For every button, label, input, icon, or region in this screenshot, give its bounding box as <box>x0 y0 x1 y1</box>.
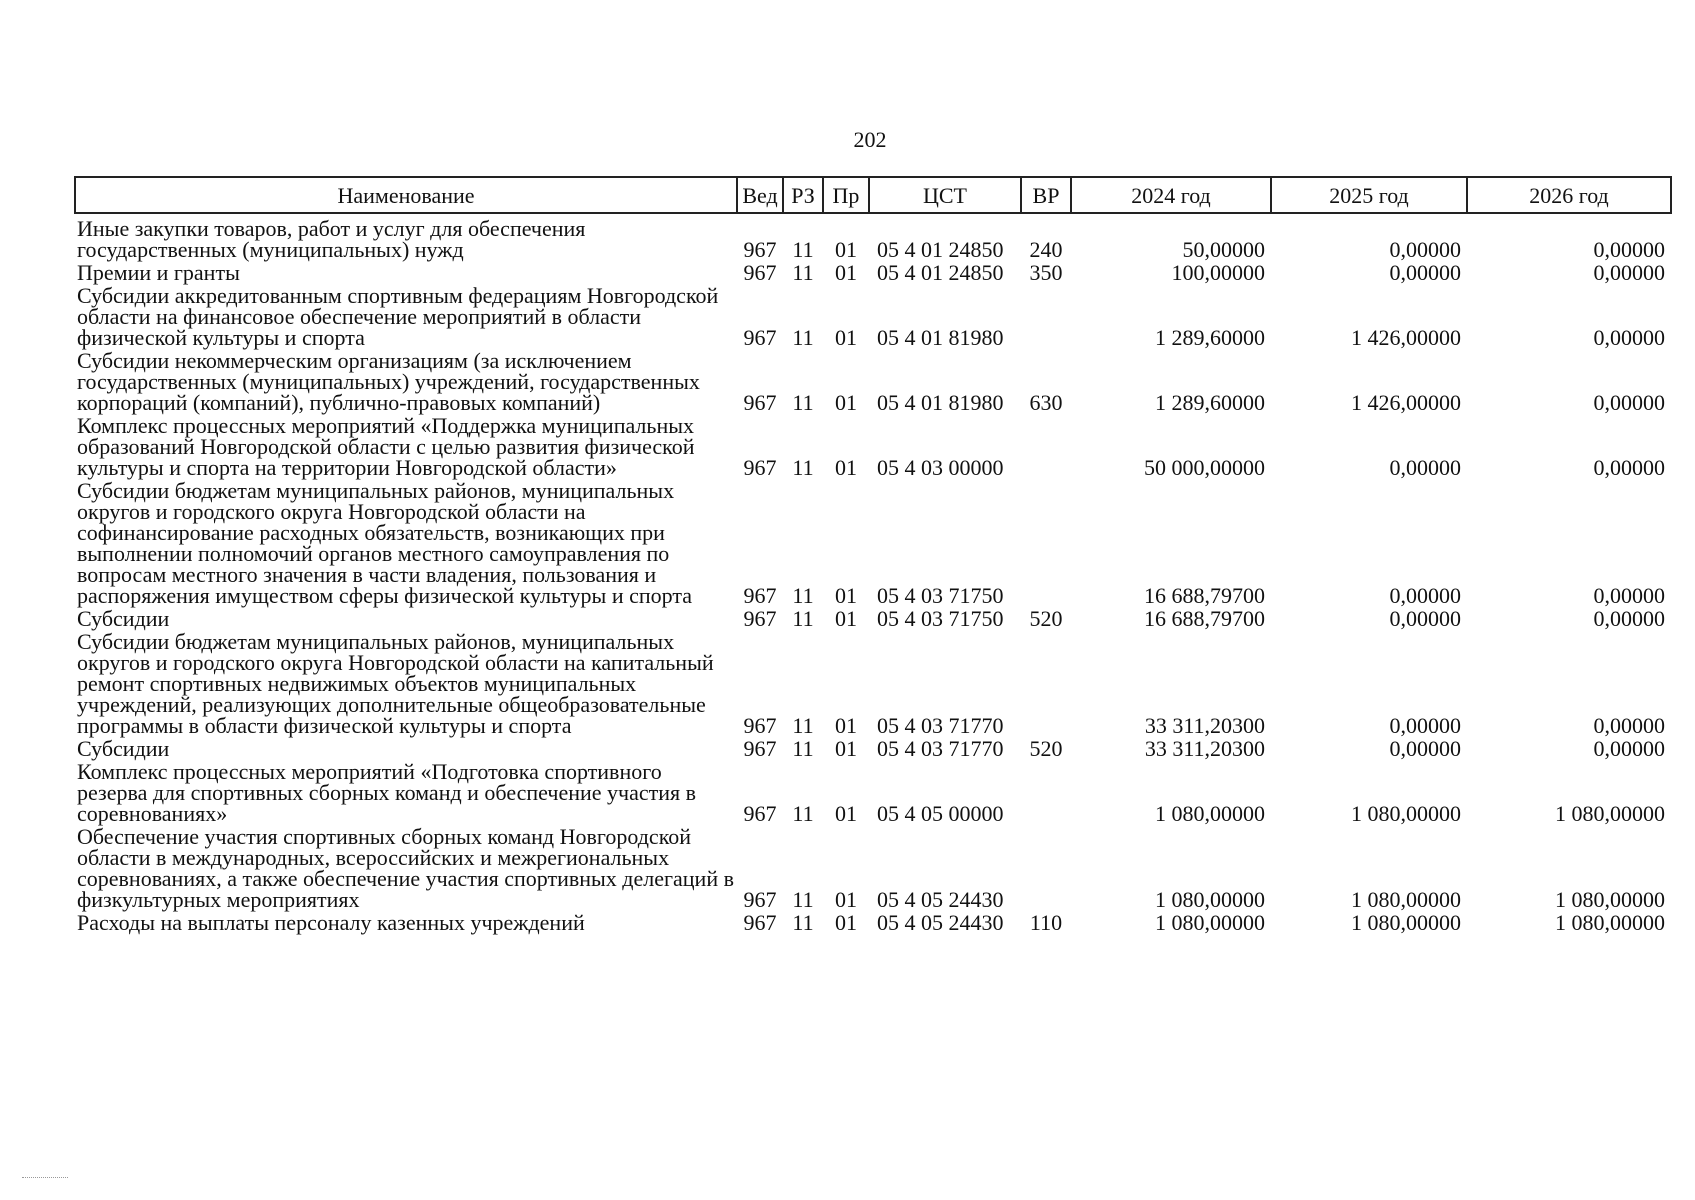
row-vr-cell: 630 <box>1029 390 1063 415</box>
column-header-ved: Вед <box>737 177 783 213</box>
row-cst-cell: 05 4 05 24430 <box>877 910 1004 935</box>
row-name-cell: Субсидии аккредитованным спортивным федерациям Новгородской области на финансовое обеспечение мероприятий в области физической культуры и спорта <box>77 283 719 350</box>
table-body <box>75 213 1671 935</box>
row-rz-cell: 11 <box>792 910 814 935</box>
row-pr-cell: 01 <box>835 390 857 415</box>
row-2026-cell: 0,00000 <box>1593 237 1665 262</box>
row-name-cell: Обеспечение участия спортивных сборных команд Новгородской области в международных, всероссийских и межрегиональных соревнованиях, а также обеспечение участия спортивных делегаций в физкультурных мероприятиях <box>77 824 734 912</box>
table-row <box>75 761 1671 826</box>
row-cst-cell: 05 4 01 24850 <box>877 237 1004 262</box>
table-row <box>75 415 1671 480</box>
row-name-cell: Субсидии <box>77 606 170 631</box>
row-ved-cell: 967 <box>743 260 777 285</box>
row-2026-cell: 1 080,00000 <box>1555 801 1665 826</box>
table-row <box>75 262 1671 285</box>
row-ved-cell: 967 <box>743 606 777 631</box>
row-ved-cell: 967 <box>743 887 777 912</box>
row-rz-cell: 11 <box>792 390 814 415</box>
row-rz-cell: 11 <box>792 736 814 761</box>
row-2025-cell: 1 426,00000 <box>1351 390 1461 415</box>
row-pr-cell: 01 <box>835 260 857 285</box>
row-cst-cell: 05 4 03 71770 <box>877 736 1004 761</box>
row-cst-cell: 05 4 03 71770 <box>877 713 1004 738</box>
row-rz-cell: 11 <box>792 455 814 480</box>
table-row <box>75 350 1671 415</box>
row-ved-cell: 967 <box>743 583 777 608</box>
row-pr-cell: 01 <box>835 237 857 262</box>
table-header <box>75 177 1671 213</box>
row-2025-cell: 0,00000 <box>1389 736 1461 761</box>
row-name-cell: Комплекс процессных мероприятий «Подготовка спортивного резерва для спортивных сборных команд и обеспечение участия в соревнованиях» <box>77 759 697 826</box>
row-pr-cell: 01 <box>835 455 857 480</box>
row-ved-cell: 967 <box>743 801 777 826</box>
page-number: 202 <box>853 127 887 152</box>
row-ved-cell: 967 <box>743 713 777 738</box>
row-name-cell: Комплекс процессных мероприятий «Поддержка муниципальных образований Новгородской области с целью развития физической культуры и спорта на территории Новгородской области» <box>77 413 695 480</box>
table-row <box>75 912 1671 935</box>
row-vr-cell: 240 <box>1029 237 1063 262</box>
row-2026-cell: 0,00000 <box>1593 260 1665 285</box>
row-pr-cell: 01 <box>835 606 857 631</box>
column-header-2025: 2025 год <box>1271 177 1467 213</box>
column-header-2026: 2026 год <box>1467 177 1671 213</box>
column-header-name: Наименование <box>75 177 737 213</box>
row-cst-cell: 05 4 01 24850 <box>877 260 1004 285</box>
table-row <box>75 608 1671 631</box>
row-ved-cell: 967 <box>743 910 777 935</box>
row-vr-cell: 520 <box>1029 736 1063 761</box>
row-2026-cell: 0,00000 <box>1593 736 1665 761</box>
row-pr-cell: 01 <box>835 736 857 761</box>
row-vr-cell <box>1021 826 1071 912</box>
row-rz-cell: 11 <box>792 713 814 738</box>
row-vr-cell: 520 <box>1029 606 1063 631</box>
row-2025-cell: 0,00000 <box>1389 455 1461 480</box>
row-2024-cell: 1 289,60000 <box>1155 325 1265 350</box>
row-2026-cell: 0,00000 <box>1593 606 1665 631</box>
row-2025-cell: 1 426,00000 <box>1351 325 1461 350</box>
row-ved-cell: 967 <box>743 325 777 350</box>
row-rz-cell: 11 <box>792 887 814 912</box>
scan-mark <box>22 1177 68 1178</box>
row-vr-cell: 350 <box>1029 260 1063 285</box>
row-pr-cell: 01 <box>835 801 857 826</box>
row-cst-cell: 05 4 03 71750 <box>877 583 1004 608</box>
table-row <box>75 480 1671 608</box>
row-ved-cell: 967 <box>743 237 777 262</box>
row-2024-cell: 33 311,20300 <box>1144 736 1265 761</box>
table-row <box>75 826 1671 912</box>
row-2025-cell: 0,00000 <box>1389 260 1461 285</box>
row-2024-cell: 1 080,00000 <box>1155 887 1265 912</box>
column-header-rz: РЗ <box>783 177 823 213</box>
row-rz-cell: 11 <box>792 583 814 608</box>
row-2025-cell: 0,00000 <box>1389 606 1461 631</box>
row-2024-cell: 16 688,79700 <box>1144 583 1265 608</box>
row-ved-cell: 967 <box>743 736 777 761</box>
row-rz-cell: 11 <box>792 606 814 631</box>
row-vr-cell <box>1021 415 1071 480</box>
row-2024-cell: 100,00000 <box>1171 260 1265 285</box>
row-cst-cell: 05 4 05 00000 <box>877 801 1004 826</box>
table-row <box>75 285 1671 350</box>
row-pr-cell: 01 <box>835 583 857 608</box>
row-2025-cell: 1 080,00000 <box>1351 801 1461 826</box>
column-header-cst: ЦСТ <box>869 177 1021 213</box>
row-name-cell: Расходы на выплаты персоналу казенных учреждений <box>77 910 585 935</box>
row-cst-cell: 05 4 03 71750 <box>877 606 1004 631</box>
row-cst-cell: 05 4 05 24430 <box>877 887 1004 912</box>
table-row <box>75 738 1671 761</box>
table-row <box>75 631 1671 738</box>
row-2025-cell: 0,00000 <box>1389 583 1461 608</box>
column-header-vr: ВР <box>1021 177 1071 213</box>
row-vr-cell <box>1021 285 1071 350</box>
row-cst-cell: 05 4 01 81980 <box>877 325 1004 350</box>
row-2026-cell: 0,00000 <box>1593 713 1665 738</box>
row-2024-cell: 16 688,79700 <box>1144 606 1265 631</box>
row-pr-cell: 01 <box>835 325 857 350</box>
row-name-cell: Субсидии бюджетам муниципальных районов, муниципальных округов и городского округа Новгородской области на капитальный ремонт спортивных недвижимых объектов муниципальных учреждений, реализующих дополнительные общеобразовательные программы в области физической культуры и спорта <box>77 629 714 738</box>
row-rz-cell: 11 <box>792 325 814 350</box>
row-ved-cell: 967 <box>743 390 777 415</box>
row-vr-cell <box>1021 761 1071 826</box>
row-2026-cell: 0,00000 <box>1593 455 1665 480</box>
row-name-cell: Субсидии некоммерческим организациям (за исключением государственных (муниципальных) учреждений, государственных корпораций (компаний), публично-правовых компаний) <box>77 348 700 415</box>
row-2025-cell: 0,00000 <box>1389 237 1461 262</box>
row-cst-cell: 05 4 01 81980 <box>877 390 1004 415</box>
row-rz-cell: 11 <box>792 260 814 285</box>
row-pr-cell: 01 <box>835 910 857 935</box>
row-cst-cell: 05 4 03 00000 <box>877 455 1004 480</box>
row-vr-cell <box>1021 480 1071 608</box>
row-2026-cell: 0,00000 <box>1593 325 1665 350</box>
column-header-2024: 2024 год <box>1071 177 1271 213</box>
table-row <box>75 213 1671 262</box>
row-2024-cell: 50 000,00000 <box>1144 455 1265 480</box>
row-2026-cell: 0,00000 <box>1593 390 1665 415</box>
row-2026-cell: 0,00000 <box>1593 583 1665 608</box>
row-2024-cell: 1 080,00000 <box>1155 801 1265 826</box>
row-2025-cell: 1 080,00000 <box>1351 887 1461 912</box>
row-pr-cell: 01 <box>835 713 857 738</box>
row-ved-cell: 967 <box>743 455 777 480</box>
row-2025-cell: 0,00000 <box>1389 713 1461 738</box>
row-2025-cell: 1 080,00000 <box>1351 910 1461 935</box>
row-2024-cell: 1 289,60000 <box>1155 390 1265 415</box>
row-2026-cell: 1 080,00000 <box>1555 910 1665 935</box>
row-name-cell: Иные закупки товаров, работ и услуг для обеспечения государственных (муниципальных) нужд <box>77 216 586 262</box>
row-2024-cell: 1 080,00000 <box>1155 910 1265 935</box>
row-vr-cell <box>1021 631 1071 738</box>
row-rz-cell: 11 <box>792 801 814 826</box>
row-2024-cell: 50,00000 <box>1182 237 1265 262</box>
row-pr-cell: 01 <box>835 887 857 912</box>
column-header-pr: Пр <box>823 177 869 213</box>
row-2026-cell: 1 080,00000 <box>1555 887 1665 912</box>
row-name-cell: Субсидии <box>77 736 170 761</box>
row-2024-cell: 33 311,20300 <box>1144 713 1265 738</box>
row-rz-cell: 11 <box>792 237 814 262</box>
row-name-cell: Премии и гранты <box>77 260 240 285</box>
budget-table <box>74 176 1672 935</box>
row-vr-cell: 110 <box>1029 910 1063 935</box>
row-name-cell: Субсидии бюджетам муниципальных районов, муниципальных округов и городского округа Новгородской области на софинансирование расходных обязательств, возникающих при выполнении полномочий органов местного самоуправления по вопросам местного значения в части владения, пользования и распоряжения имуществом сферы физической культуры и спорта <box>77 478 693 608</box>
